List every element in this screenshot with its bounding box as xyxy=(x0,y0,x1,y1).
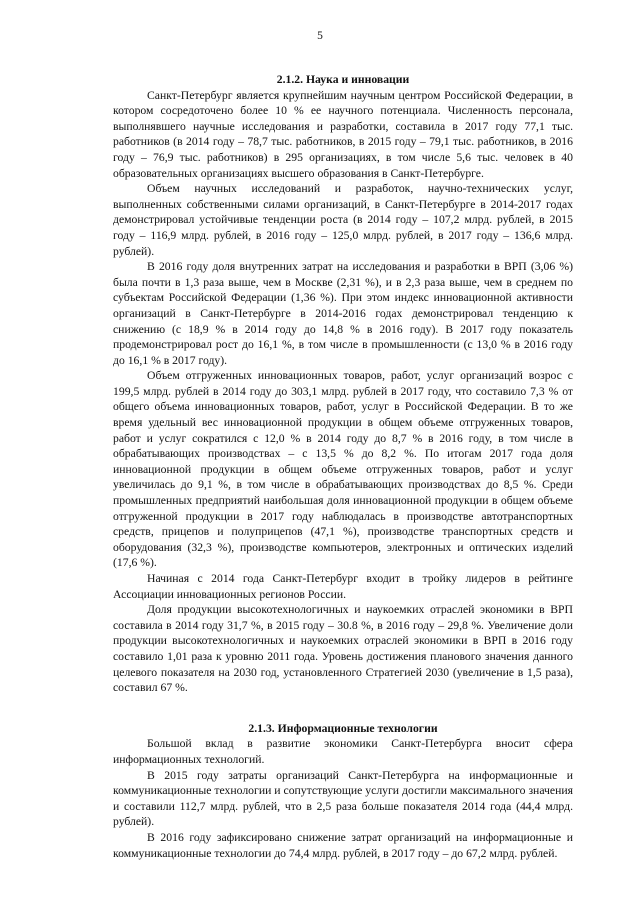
section-information-technology xyxy=(113,721,573,861)
document-body xyxy=(113,72,573,861)
paragraph: Доля продукции высокотехнологичных и наукоемких отраслей экономики в ВРП составила в 2014 году 31,7 %, в 2015 году – 30.8 %, в 2016 году – 29,8 %. Увеличение доли продукции высокотехнологичных и наукоемких отраслей экономики в ВРП в 2016 году составило 1,01 раза к уровню 2011 года. Уровень достижения планового значения данного целевого показателя на 2030 год, установленного Стратегией 2030 (увеличение в 1,5 раза), составил 67 %. xyxy=(113,603,573,695)
section-heading: 2.1.3. Информационные технологии xyxy=(248,721,438,735)
section-science-innovation xyxy=(113,72,573,696)
paragraph: Большой вклад в развитие экономики Санкт-Петербурга вносит сфера информационных технологий. xyxy=(113,737,573,766)
paragraph: В 2016 году зафиксировано снижение затрат организаций на информационные и коммуникационные технологии до 74,4 млрд. рублей, в 2017 году – до 67,2 млрд. рублей. xyxy=(113,830,573,860)
paragraph: Объем научных исследований и разработок, научно-технических услуг, выполненных собственными силами организаций, в Санкт-Петербурге в 2014-2017 годах демонстрировал устойчивые тенденции роста (в 2014 году – 107,2 млрд. рублей, в 2015 году – 116,9 млрд. рублей, в 2016 году – 125,0 млрд. рублей, в 2017 году – 136,6 млрд. рублей). xyxy=(113,182,573,258)
paragraph: В 2015 году затраты организаций Санкт-Петербурга на информационные и коммуникационные технологии и сопутствующие услуги достигли максимального значения и составили 112,7 млрд. рублей, что в 2,5 раза больше показателя 2014 года (44,4 млрд. рублей). xyxy=(113,768,573,829)
paragraph: Объем отгруженных инновационных товаров, работ, услуг организаций возрос с 199,5 млрд. рублей в 2014 году до 303,1 млрд. рублей в 2017 году, что составило 7,3 % от общего объема инновационных товаров, работ, услуг в Российской Федерации. В то же время удельный вес инновационной продукции в общем объеме отгруженных товаров, работ и услуг сократился с 12,0 % в 2014 году до 8,7 % в 2016 году, в том числе в обрабатывающих производствах – с 13,5 % до 8,2 %. По итогам 2017 года доля инновационной продукции в общем объеме отгруженных товаров, работ и услуг увеличилась до 9,1 %, в том числе в обрабатывающих производствах до 8,5 %. Среди промышленных предприятий наибольшая доля инновационной продукции в общем объеме отгруженной продукции в 2017 году наблюдалась в производстве автотранспортных средств, прицепов и полуприцепов (47,1 %), производстве транспортных средств и оборудования (32,3 %), производстве компьютеров, электронных и оптических изделий (17,6 %). xyxy=(113,369,573,570)
page-number: 5 xyxy=(317,30,323,42)
paragraph: Начиная с 2014 года Санкт-Петербург входит в тройку лидеров в рейтинге Ассоциации инновационных регионов России. xyxy=(113,572,573,601)
paragraph: Санкт-Петербург является крупнейшим научным центром Российской Федерации, в котором сосредоточено более 10 % ее научного потенциала. Численность персонала, выполнявшего научные исследования и разработки, составила в 2017 году 77,1 тыс. работников (в 2014 году – 78,7 тыс. работников, в 2015 году – 79,1 тыс. работников, в 2016 году – 76,9 тыс. работников) в 295 организациях, в том числе 5,6 тыс. человек в 40 образовательных организациях высшего образования в Санкт-Петербурге. xyxy=(113,88,573,180)
section-heading: 2.1.2. Наука и инновации xyxy=(276,73,410,86)
paragraph: В 2016 году доля внутренних затрат на исследования и разработки в ВРП (3,06 %) была почти в 1,3 раза выше, чем в Москве (2,31 %), и в 2,3 раза выше, чем в среднем по субъектам Российской Федерации (1,36 %). При этом индекс инновационной активности организаций в Санкт-Петербурге в 2014-2016 годах демонстрировал тенденцию к снижению (с 18,9 % в 2014 году до 14,8 % в 2016 году). В 2017 году показатель продемонстрировал рост до 16,1 %, в том числе в промышленности (с 13,0 % в 2016 году до 16,1 % в 2017 году). xyxy=(113,260,573,367)
